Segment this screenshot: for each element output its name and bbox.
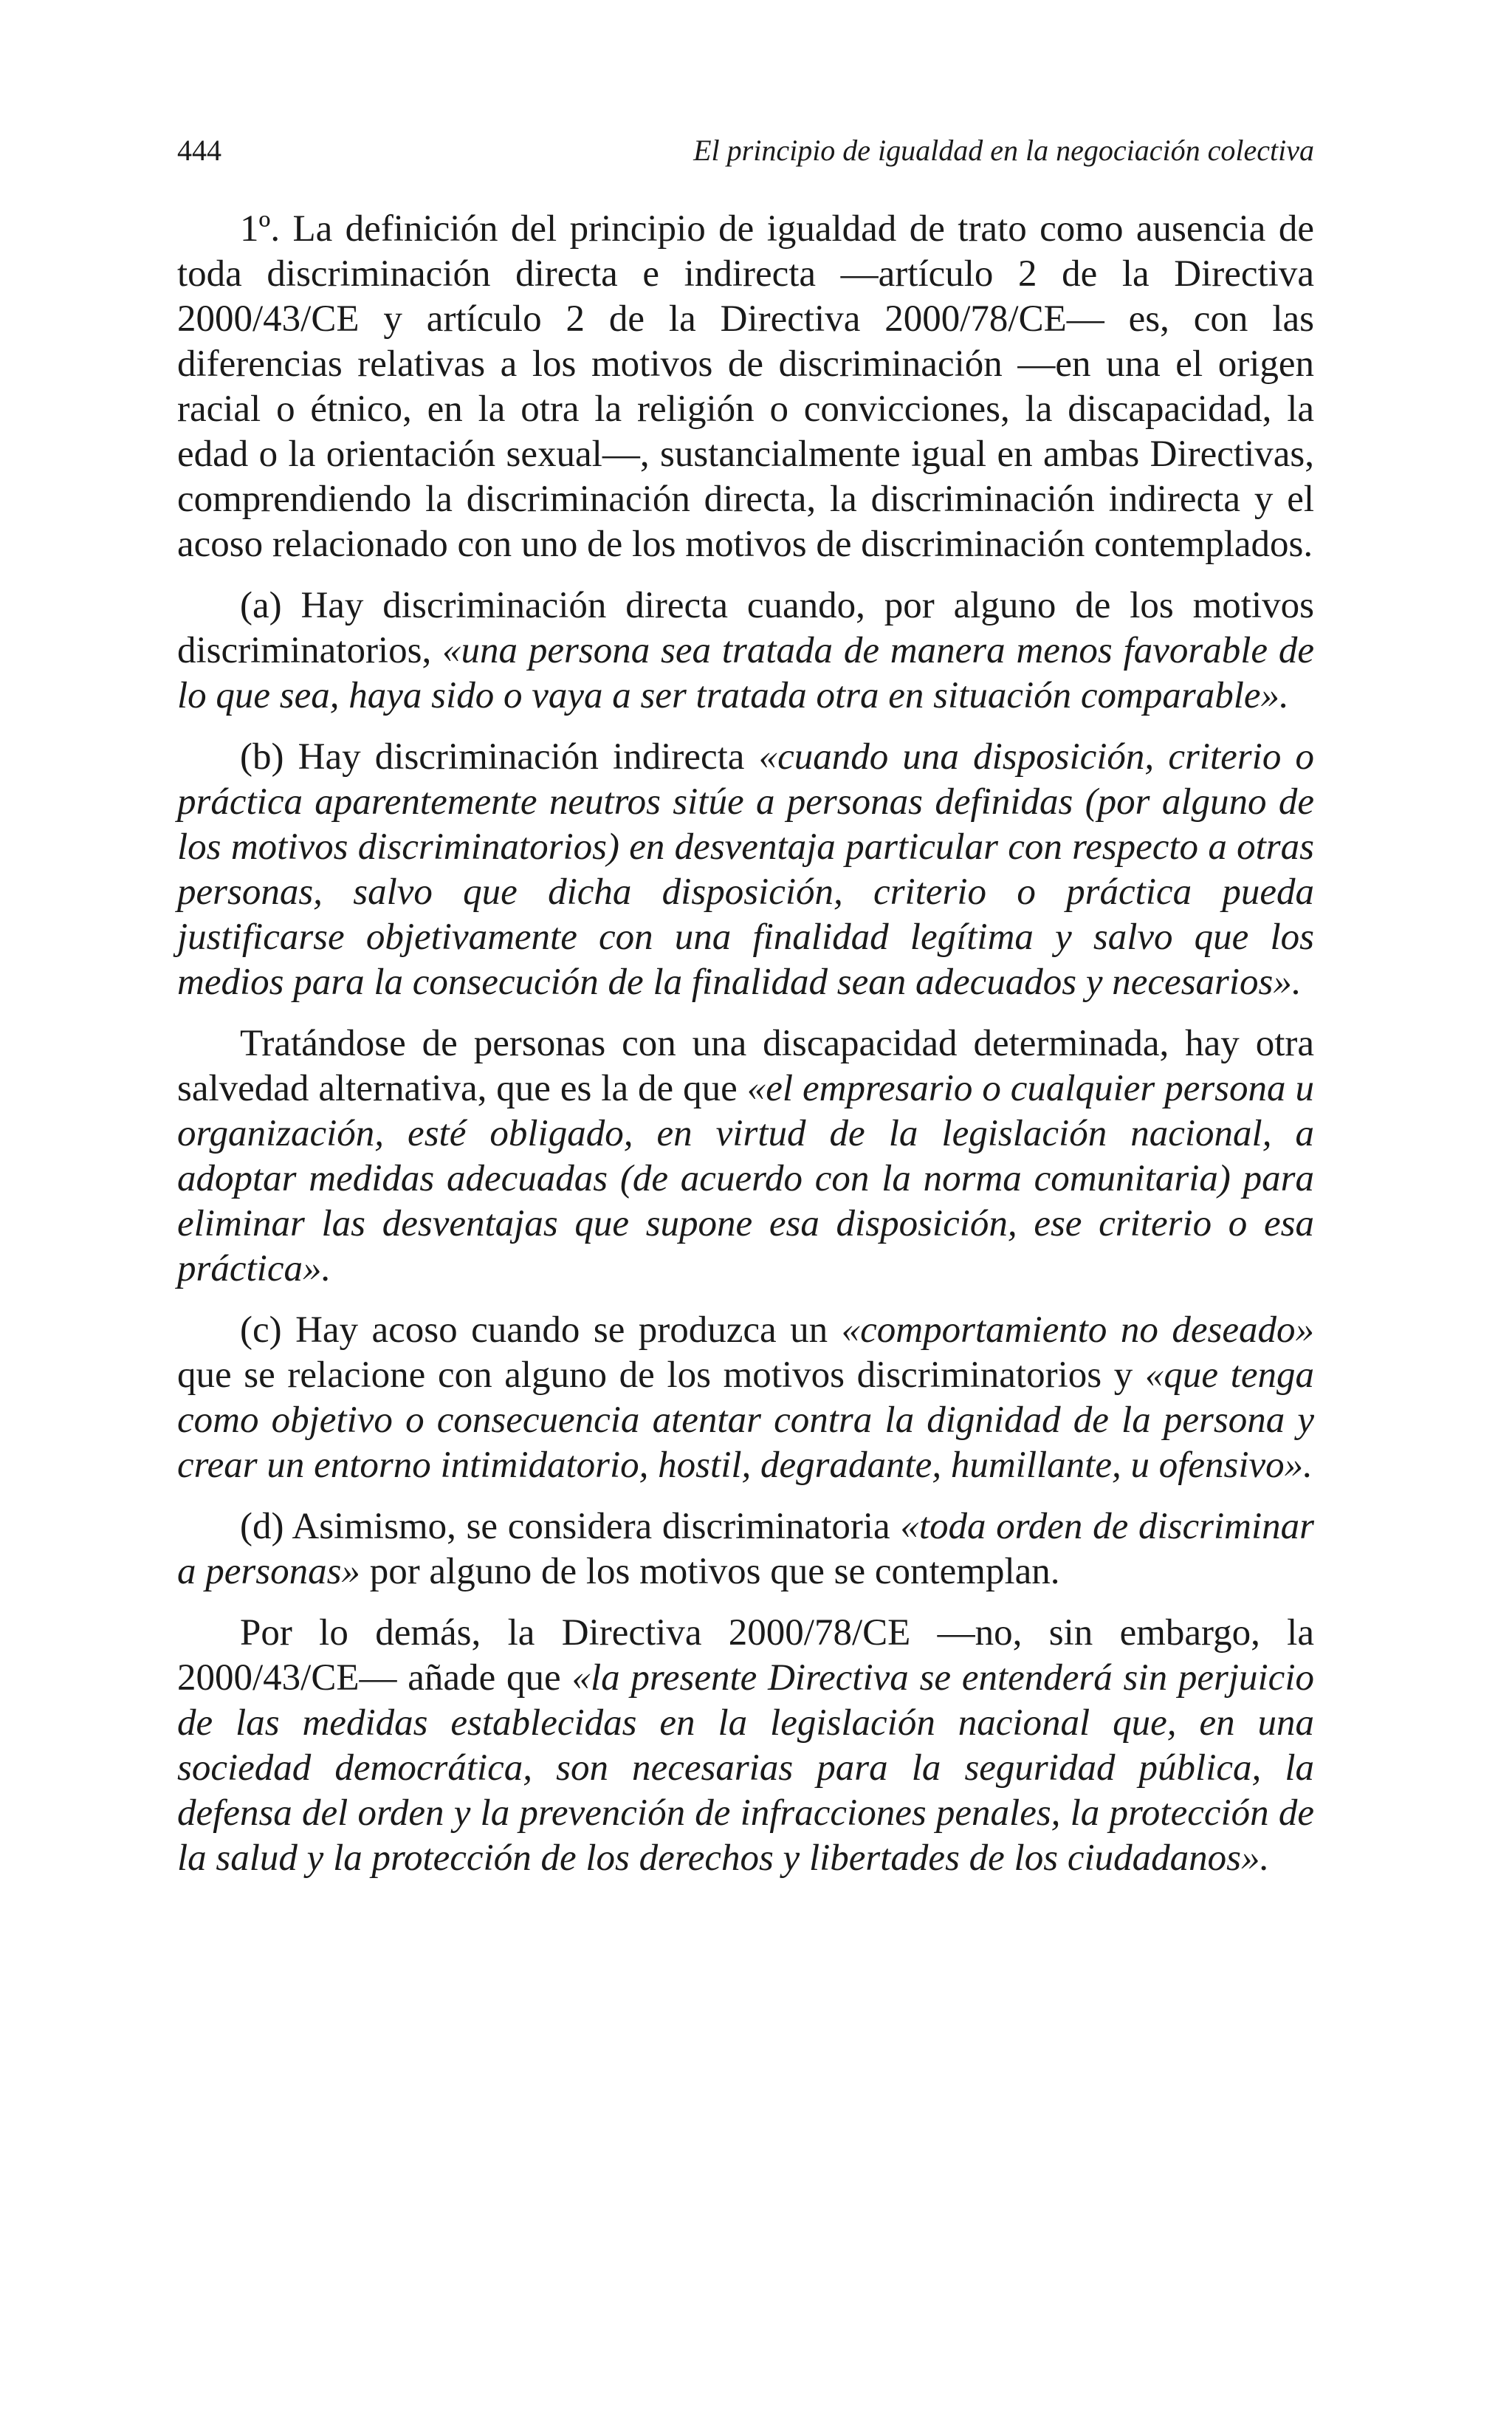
quoted-text: «la presente Directiva se entenderá sin perjuicio de las medidas establecidas en la legislación nacional que, en una sociedad democrática, son necesarias para la seguridad pública, la defensa del orden y la prevención de infracciones penales, la protección de la salud y la protección de los derechos y libertades de los ciudadanos». [177,1657,1314,1879]
paragraph-indirect-discrimination [177,735,1314,1005]
text-segment: por alguno de los motivos que se contemplan. [360,1551,1060,1592]
text-segment: que se relacione con alguno de los motivos discriminatorios y [177,1354,1145,1396]
text-segment: Por lo demás, la Directiva 2000/78/CE —no, sin embargo, la 2000/43/CE— añade que [177,1612,1314,1699]
quoted-text: «el empresario o cualquier persona u organización, esté obligado, en virtud de la legislación nacional, a adoptar medidas adecuadas (de acuerdo con la norma comunitaria) para eliminar las desventajas que supone esa disposición, ese criterio o esa práctica». [177,1068,1314,1289]
book-page [177,133,1314,1897]
text-segment: (b) Hay discriminación indirecta [240,736,759,778]
body-text [177,207,1314,1881]
text-segment: (d) Asimismo, se considera discriminatoria [240,1506,901,1547]
paragraph-disability-exception [177,1021,1314,1292]
quoted-text: «una persona sea tratada de manera menos favorable de lo que sea, haya sido o vaya a ser tratada otra en situación comparable». [177,630,1315,716]
paragraph-definition [177,207,1314,567]
text-segment: Tratándose de personas con una discapacidad determinada, hay otra salvedad alternativa, que es la de que [177,1023,1314,1109]
page-number: 444 [177,134,221,167]
quoted-text: «cuando una disposición, criterio o práctica aparentemente neutros sitúe a personas definidas (por alguno de los motivos discriminatorios) en desventaja particular con respecto a otras personas, salvo que dicha disposición, criterio o práctica pueda justificarse objetivamente con una finalidad legítima y salvo que los medios para la consecución de la finalidad sean adecuados y necesarios». [177,736,1314,1003]
paragraph-harassment [177,1308,1314,1488]
text-segment: 1º. La definición del principio de igualdad de trato como ausencia de toda discriminación directa e indirecta —artículo 2 de la Directiva 2000/43/CE y artículo 2 de la Directiva 2000/78/CE— es, con las diferencias relativas a los motivos de discriminación —en una el origen racial o étnico, en la otra la religión o convicciones, la discapacidad, la edad o la orientación sexual—, sustancialmente igual en ambas Directivas, comprendiendo la discriminación directa, la discriminación indirecta y el acoso relacionado con uno de los motivos de discriminación contemplados. [177,208,1314,565]
paragraph-direct-discrimination [177,583,1314,719]
quoted-text: «comportamiento no deseado» [841,1309,1314,1351]
quoted-text: «toda orden de discriminar a personas» [177,1506,1314,1592]
text-segment: (c) Hay acoso cuando se produzca un [240,1309,842,1351]
quoted-text: «que tenga como objetivo o consecuencia atentar contra la dignidad de la persona y crear un entorno intimidatorio, hostil, degradante, humillante, u ofensivo». [177,1354,1314,1486]
paragraph-instruction-to-discriminate [177,1504,1314,1594]
running-head [177,133,1314,168]
paragraph-public-security-clause [177,1611,1314,1881]
running-title: El principio de igualdad en la negociación colectiva [693,134,1314,167]
text-segment: (a) Hay discriminación directa cuando, por alguno de los motivos discriminatorios, [177,585,1314,671]
